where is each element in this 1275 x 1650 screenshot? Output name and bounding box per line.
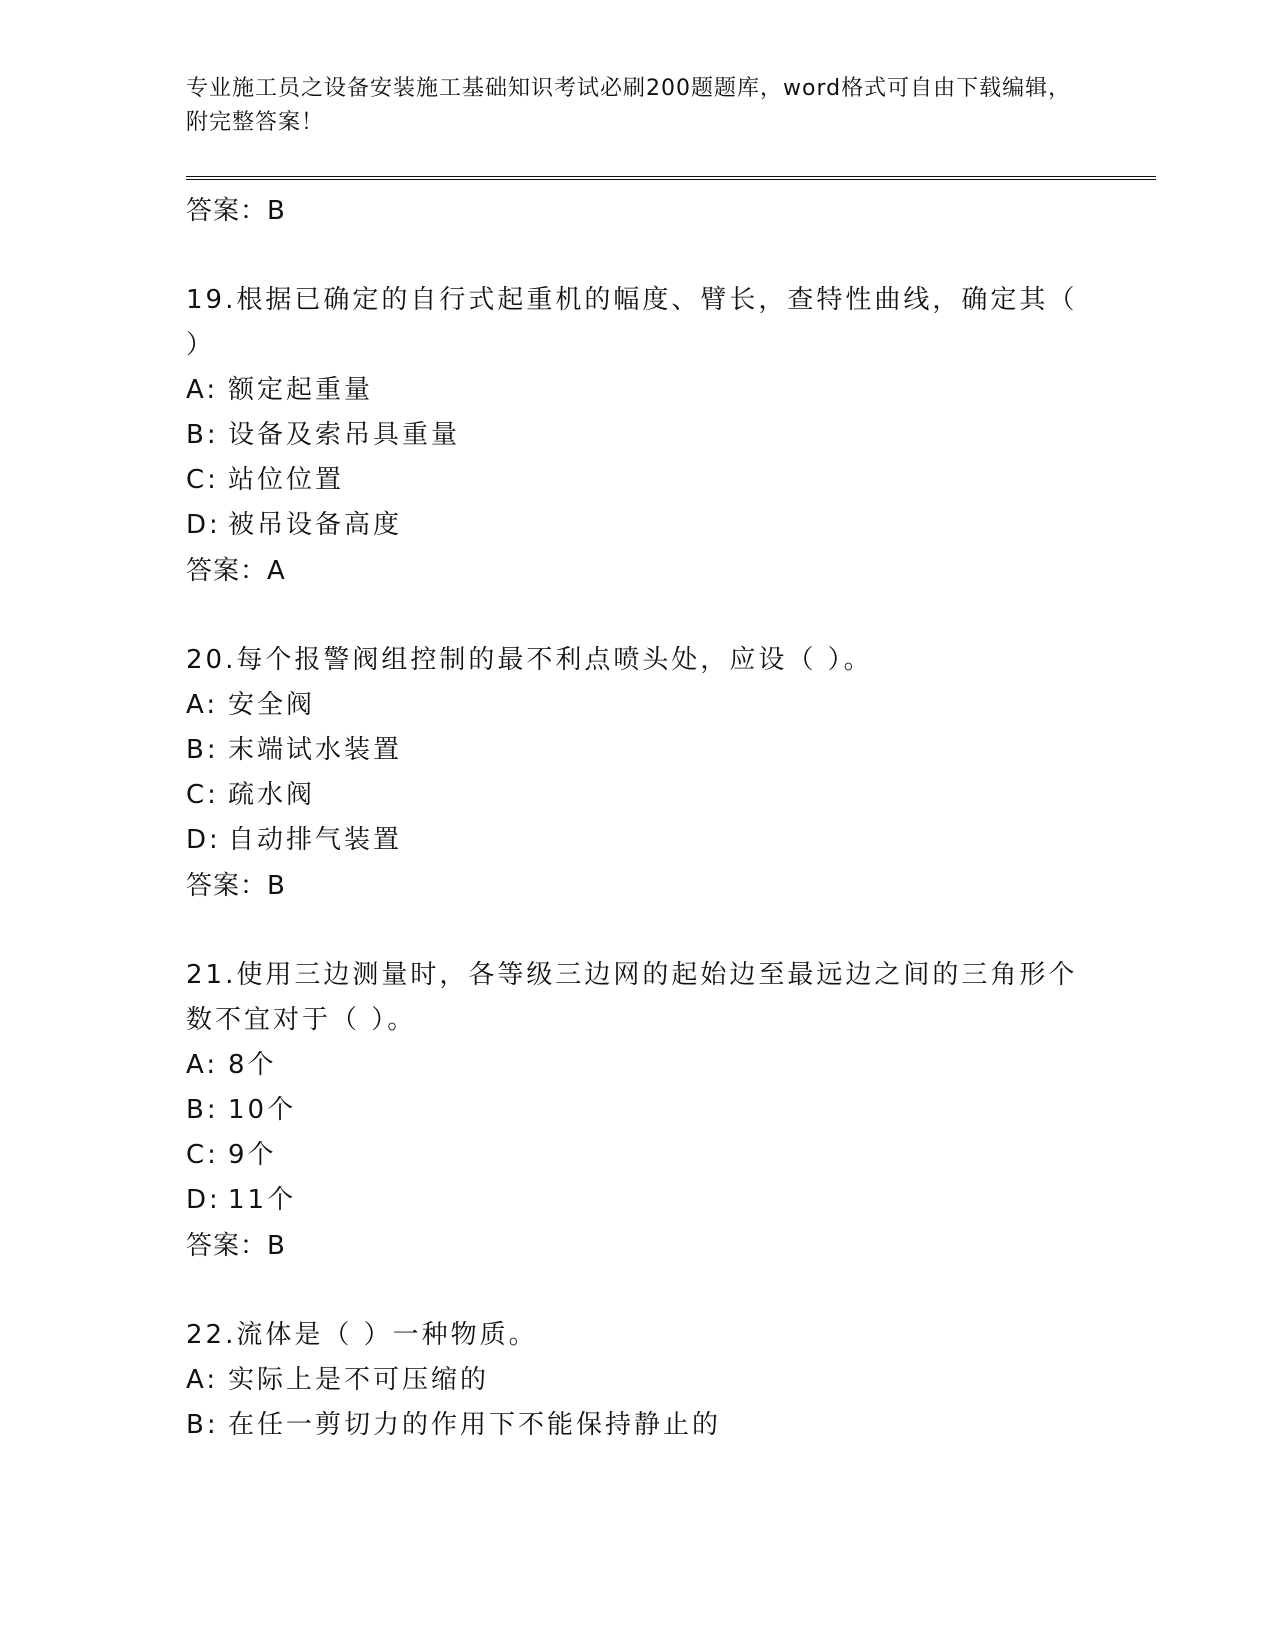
option-b [186,1088,1086,1133]
question-22 [186,1313,1086,1448]
answer-line: 答案：B [186,1231,286,1261]
option-letter: D: [186,510,221,540]
option-letter: A: [186,1050,219,1080]
option-c [186,1133,1086,1178]
option-letter: B: [186,420,219,450]
option-text: 11个 [228,1185,297,1215]
option-text: 自动排气装置 [228,825,403,855]
option-c [186,458,1086,503]
option-letter: D: [186,825,221,855]
option-c [186,773,1086,818]
previous-answer: 答案：B [186,196,286,226]
option-letter: C: [186,780,219,810]
option-letter: C: [186,465,219,495]
option-d [186,1178,1086,1223]
question-19 [186,278,1086,594]
option-text: 实际上是不可压缩的 [228,1365,490,1395]
question-text: 22.流体是（ ）一种物质。 [186,1320,538,1350]
answer-line: 答案：B [186,871,286,901]
question-content [186,188,1086,1448]
question-20 [186,638,1086,909]
option-a [186,683,1086,728]
answer-line: 答案：A [186,556,286,586]
option-a [186,1358,1086,1403]
question-text: 20.每个报警阀组控制的最不利点喷头处，应设（ ）。 [186,645,873,675]
option-letter: A: [186,1365,219,1395]
option-text: 额定起重量 [228,375,374,405]
header-divider [186,176,1156,180]
option-letter: C: [186,1140,219,1170]
option-text: 疏水阀 [228,780,316,810]
option-text: 设备及索吊具重量 [228,420,461,450]
document-page [186,0,1156,1650]
question-text: 21.使用三边测量时，各等级三边网的起始边至最远边之间的三角形个数不宜对于（ ）。 [186,960,1078,1035]
option-letter: B: [186,1095,219,1125]
option-letter: B: [186,1410,219,1440]
option-text: 9个 [228,1140,277,1170]
option-letter: A: [186,690,219,720]
option-text: 10个 [228,1095,297,1125]
option-letter: D: [186,1185,221,1215]
option-b [186,728,1086,773]
option-text: 在任一剪切力的作用下不能保持静止的 [228,1410,722,1440]
page-header-title: 专业施工员之设备安装施工基础知识考试必刷200题题库，word格式可自由下载编辑，附完整答案！ [186,76,1072,135]
option-a [186,368,1086,413]
question-21 [186,953,1086,1269]
option-letter: B: [186,735,219,765]
option-d [186,503,1086,548]
question-text: 19.根据已确定的自行式起重机的幅度、臂长，查特性曲线，确定其（ ） [186,285,1078,360]
option-d [186,818,1086,863]
option-b [186,413,1086,458]
option-a [186,1043,1086,1088]
option-text: 被吊设备高度 [228,510,403,540]
option-text: 安全阀 [228,690,316,720]
option-text: 站位位置 [228,465,345,495]
option-b [186,1403,1086,1448]
option-letter: A: [186,375,219,405]
option-text: 8个 [228,1050,277,1080]
option-text: 末端试水装置 [228,735,403,765]
